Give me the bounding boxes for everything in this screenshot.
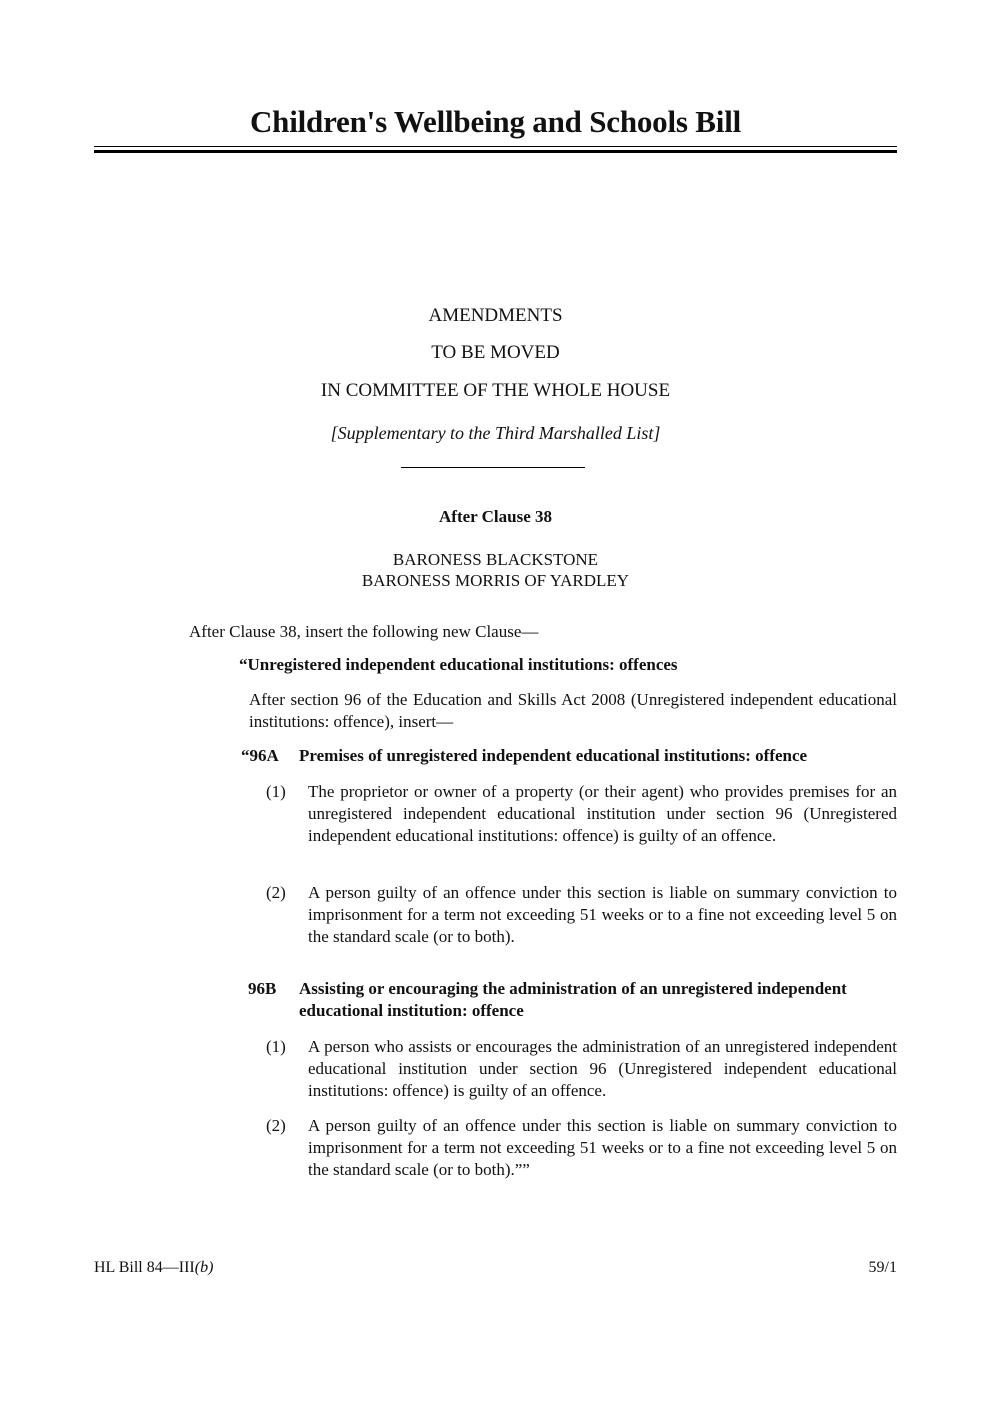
bill-title: Children's Wellbeing and Schools Bill: [249, 104, 742, 139]
cover-line-committee: IN COMMITTEE OF THE WHOLE HOUSE: [320, 380, 671, 401]
section-96b-subsection-1-number: (1): [266, 1037, 286, 1056]
new-clause-title: “Unregistered independent educational institutions: offences: [239, 655, 678, 674]
section-96a-subsection-1-text: The proprietor or owner of a property (or their agent) who provides premises for an unregistered independent educational institution under section 96 (Unregistered independent educational institutions: offence) is guilty of an offence.: [308, 782, 897, 845]
section-96b-subsection-2-text: A person guilty of an offence under this section is liable on summary conviction to imprisonment for a term not exceeding 51 weeks or to a fine not exceeding level 5 on the standard scale (or to both).””: [308, 1116, 897, 1179]
section-96b-subsection-1-text: A person who assists or encourages the administration of an unregistered independent educational institution under section 96 (Unregistered independent educational institutions: offence) is guilty of an offence.: [308, 1037, 897, 1100]
cover-subtitle: [Supplementary to the Third Marshalled List]: [330, 423, 661, 443]
section-96a-heading: Premises of unregistered independent educational institutions: offence: [299, 746, 808, 765]
section-96a-subsection-2-text: A person guilty of an offence under this section is liable on summary conviction to imprisonment for a term not exceeding 51 weeks or to a fine not exceeding level 5 on the standard scale (or to both).: [308, 883, 897, 946]
section-divider: [401, 467, 585, 468]
footer-bill-reference-suffix: (b): [194, 1259, 214, 1276]
title-rule-thick: [94, 150, 897, 153]
section-96b-heading: Assisting or encouraging the administration of an unregistered independent educational institution: offence: [299, 979, 847, 1020]
sponsor-1: BARONESS BLACKSTONE: [392, 550, 599, 569]
section-96b-number: 96B: [248, 979, 277, 998]
footer-page-reference: 59/1: [868, 1259, 897, 1276]
location-heading: After Clause 38: [439, 507, 552, 526]
section-96a-subsection-1-number: (1): [266, 782, 286, 801]
sponsor-2: BARONESS MORRIS OF YARDLEY: [361, 571, 630, 590]
footer-bill-reference: [94, 1259, 213, 1277]
cover-line-to-be-moved: TO BE MOVED: [431, 342, 560, 363]
section-96a-subsection-2-number: (2): [266, 883, 286, 902]
section-96b-subsection-2-number: (2): [266, 1116, 286, 1135]
amendment-instruction: After Clause 38, insert the following new Clause—: [189, 622, 539, 641]
section-96a-number: “96A: [241, 746, 279, 765]
title-rule-thin: [94, 146, 897, 147]
footer-bill-reference-main: HL Bill 84—III: [94, 1259, 195, 1276]
clause-intro-text: After section 96 of the Education and Skills Act 2008 (Unregistered independent educational institutions: offence), insert—: [249, 690, 897, 731]
cover-line-amendments: AMENDMENTS: [428, 305, 563, 326]
